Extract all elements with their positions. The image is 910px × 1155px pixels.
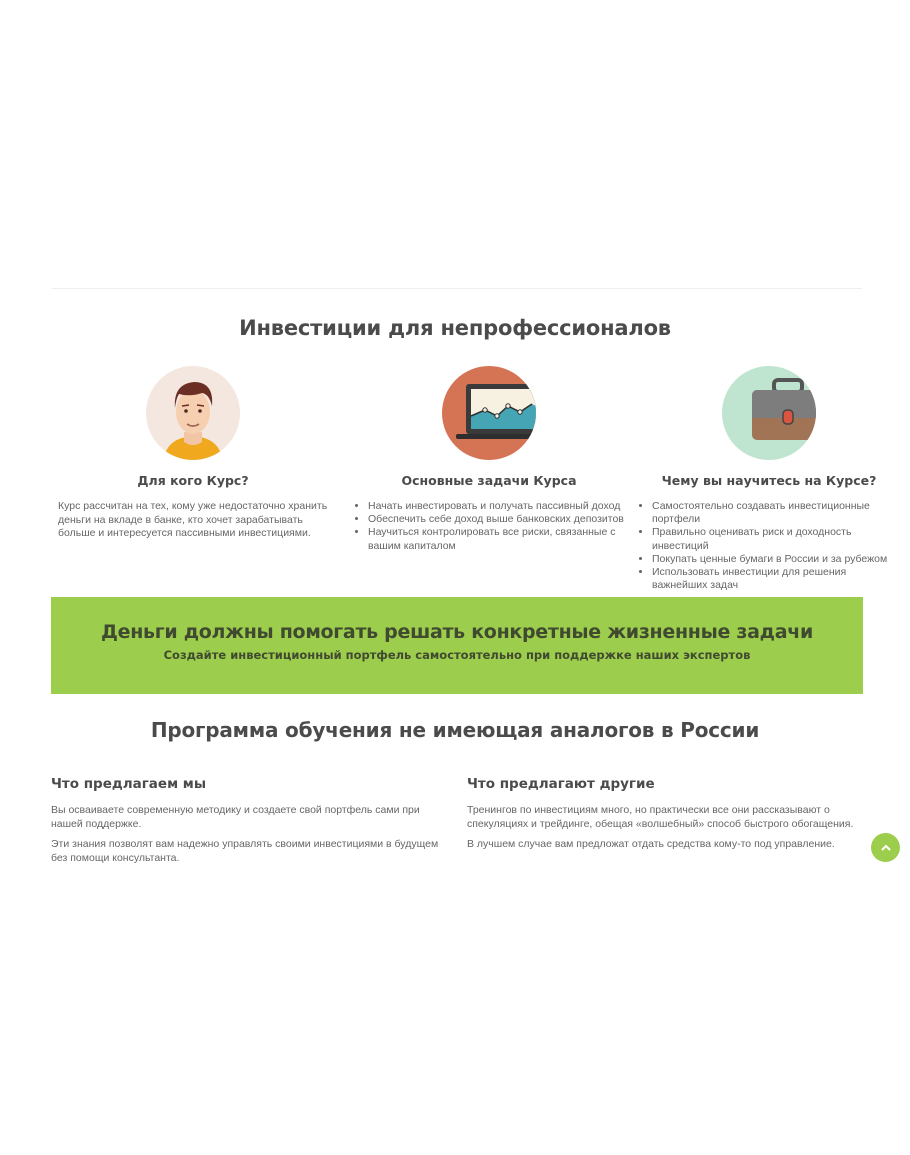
offer-others-block bbox=[467, 774, 867, 859]
list-item: • Самостоятельно создавать инвестиционные портфели bbox=[652, 500, 900, 526]
list-item: • Обеспечить себе доход выше банковских депозитов bbox=[368, 513, 624, 526]
list-item: • Использовать инвестиции для решения важнейших задач bbox=[652, 566, 900, 592]
offer-ours-block bbox=[51, 774, 451, 872]
section-divider bbox=[52, 288, 862, 289]
block-paragraph: Вы осваиваете современную методику и создаете свой портфель сами при нашей поддержке. bbox=[51, 804, 420, 830]
chevron-up-icon bbox=[881, 844, 891, 852]
list-item: • Начать инвестировать и получать пассивный доход bbox=[368, 500, 624, 513]
scroll-to-top-button[interactable] bbox=[871, 833, 900, 862]
skills-list bbox=[638, 500, 900, 592]
feature-column-goals bbox=[354, 366, 624, 553]
list-item: • Покупать ценные бумаги в России и за рубежом bbox=[652, 553, 900, 566]
column-heading: Чему вы научитесь на Курсе? bbox=[661, 473, 877, 488]
block-paragraph: Тренингов по инвестициям много, но практически все они рассказывают о спекуляциях и трейдинге, обещая «волшебный» способ быстрого обогащения. bbox=[467, 804, 854, 830]
column-heading: Для кого Курс? bbox=[137, 473, 249, 488]
goals-list bbox=[354, 500, 624, 553]
list-item: • Правильно оценивать риск и доходность инвестиций bbox=[652, 526, 900, 552]
block-heading: Что предлагают другие bbox=[467, 776, 655, 792]
block-paragraph: В лучшем случае вам предложат отдать средства кому-то под управление. bbox=[467, 838, 835, 850]
column-heading: Основные задачи Курса bbox=[401, 473, 577, 488]
block-heading: Что предлагаем мы bbox=[51, 776, 207, 792]
briefcase-icon bbox=[722, 366, 816, 460]
feature-column-audience bbox=[58, 366, 328, 541]
feature-column-skills bbox=[638, 366, 900, 592]
banner-title: Деньги должны помогать решать конкретные жизненные задачи bbox=[100, 621, 813, 643]
section-title-program: Программа обучения не имеющая аналогов в России bbox=[150, 718, 760, 742]
block-paragraph: Эти знания позволят вам надежно управлять своими инвестициями в будущем без помощи консультанта. bbox=[51, 838, 439, 864]
laptop-chart-icon bbox=[442, 366, 536, 460]
person-avatar-icon bbox=[146, 366, 240, 460]
section-title-investments: Инвестиции для непрофессионалов bbox=[239, 316, 671, 340]
banner-subtitle: Создайте инвестиционный портфель самостоятельно при поддержке наших экспертов bbox=[163, 648, 751, 662]
column-text: Курс рассчитан на тех, кому уже недостаточно хранить деньги на вкладе в банке, кто хочет зарабатывать больше и интересуется пассивными инвестициями. bbox=[58, 500, 328, 539]
promo-banner bbox=[51, 597, 863, 694]
list-item: • Научиться контролировать все риски, связанные с вашим капиталом bbox=[368, 526, 624, 552]
